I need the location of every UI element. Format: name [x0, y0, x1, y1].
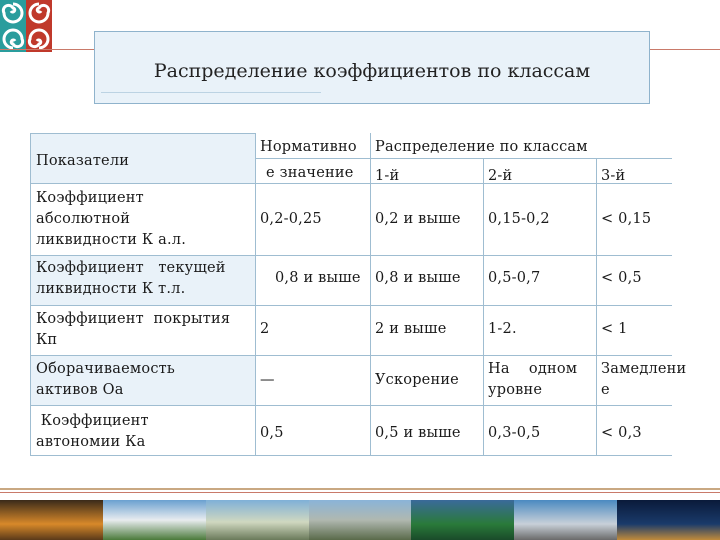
swirl-icon — [26, 0, 52, 26]
row4-indicator-line1: Оборачиваемость — [36, 361, 175, 377]
row3-class1: 2 и выше — [375, 321, 447, 337]
bottom-divider — [0, 492, 720, 493]
row4-class3-line2: е — [601, 382, 610, 398]
table-border — [30, 455, 672, 456]
ornament-logo — [0, 0, 52, 52]
row5-normative: 0,5 — [260, 425, 284, 441]
row4-class1: Ускорение — [375, 372, 459, 388]
industrial-photo — [309, 500, 412, 540]
stadium-photo — [411, 500, 514, 540]
row1-indicator-line2: абсолютной — [36, 211, 131, 227]
header-class1: 1-й — [375, 168, 400, 184]
row4-class3-line1: Замедлени — [601, 361, 687, 377]
row2-indicator-line2: ликвидности К т.л. — [36, 281, 186, 297]
row4-class2-line1: На одном — [488, 361, 578, 377]
table-border — [30, 405, 672, 406]
table-border — [30, 255, 672, 256]
page-title: Распределение коэффициентов по классам — [153, 60, 591, 82]
row3-class2: 1-2. — [488, 321, 517, 337]
header-normative-line2: е значение — [266, 165, 354, 181]
row3-indicator-line1: Коэффициент покрытия — [36, 311, 231, 327]
header-class3: 3-й — [601, 168, 626, 184]
bottom-divider — [0, 488, 720, 490]
row3-normative: 2 — [260, 321, 270, 337]
title-box — [94, 31, 650, 104]
table-border — [30, 133, 255, 134]
table-border — [30, 305, 672, 306]
row1-class2: 0,15-0,2 — [488, 211, 550, 227]
row3-indicator-line2: Кп — [36, 332, 58, 348]
header-normative-line1: Нормативно — [260, 139, 357, 155]
row2-class3: < 0,5 — [601, 270, 642, 286]
photo-strip — [0, 500, 720, 540]
train-photo — [103, 500, 206, 540]
row1-indicator-line3: ликвидности К а.л. — [36, 232, 187, 248]
row5-class2: 0,3-0,5 — [488, 425, 541, 441]
row1-normative: 0,2-0,25 — [260, 211, 322, 227]
row4-class2-line2: уровне — [488, 382, 543, 398]
table-border — [370, 133, 371, 455]
row1-class1: 0,2 и выше — [375, 211, 461, 227]
row2-class1: 0,8 и выше — [375, 270, 461, 286]
highway-photo — [0, 500, 103, 540]
row2-indicator-line1: Коэффициент текущей — [36, 260, 226, 276]
header-indicators: Показатели — [36, 153, 130, 169]
table-border — [483, 158, 484, 455]
row5-indicator-line1: Коэффициент — [36, 413, 149, 429]
city-photo — [206, 500, 309, 540]
table-border — [30, 133, 31, 455]
coefficients-table — [30, 133, 687, 455]
title-underline — [101, 92, 321, 93]
row1-class3: < 0,15 — [601, 211, 652, 227]
table-border — [255, 158, 672, 159]
row4-normative: — — [260, 372, 275, 388]
table-border — [30, 355, 672, 356]
row4-indicator-line2: активов Оа — [36, 382, 124, 398]
row5-class1: 0,5 и выше — [375, 425, 461, 441]
row2-normative: 0,8 и выше — [275, 270, 361, 286]
table-border — [30, 183, 672, 184]
header-class2: 2-й — [488, 168, 513, 184]
row2-class2: 0,5-0,7 — [488, 270, 541, 286]
row1-indicator-line1: Коэффициент — [36, 190, 144, 206]
table-border — [255, 133, 256, 455]
swirl-icon — [0, 0, 26, 26]
table-border — [596, 158, 597, 455]
row5-class3: < 0,3 — [601, 425, 642, 441]
row3-class3: < 1 — [601, 321, 628, 337]
header-distribution: Распределение по классам — [375, 139, 588, 155]
building-photo — [514, 500, 617, 540]
row5-indicator-line2: автономии Ка — [36, 434, 146, 450]
night-city-photo — [617, 500, 720, 540]
